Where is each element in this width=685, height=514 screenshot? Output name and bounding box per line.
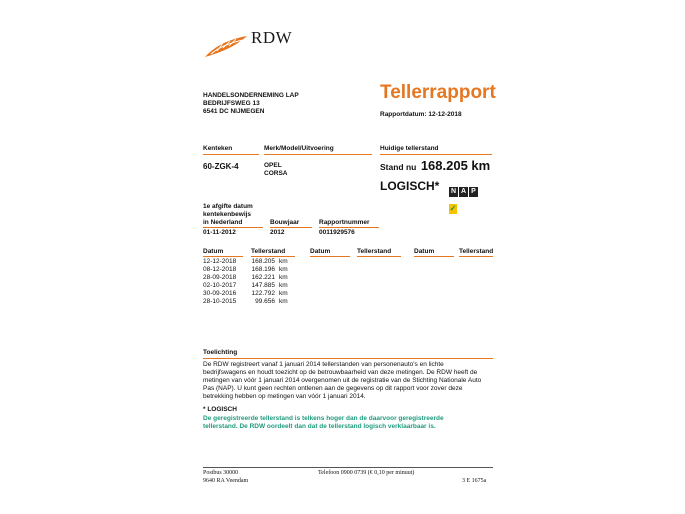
merk: OPEL xyxy=(264,162,282,169)
footer-telefoon: Telefoon 0900 0739 (€ 0,10 per minuut) xyxy=(318,470,415,476)
table-row xyxy=(203,266,293,274)
row-value: 162.221 xyxy=(251,274,275,281)
divider xyxy=(310,256,350,257)
company-street: BEDRIJFSWEG 13 xyxy=(203,100,260,107)
divider xyxy=(203,154,259,155)
row-unit: km xyxy=(279,298,288,305)
report-date: Rapportdatum: 12-12-2018 xyxy=(380,111,462,118)
divider xyxy=(251,256,295,257)
divider xyxy=(414,256,454,257)
model: CORSA xyxy=(264,170,288,177)
row-date: 28-09-2018 xyxy=(203,274,237,281)
table-header-datum: Datum xyxy=(203,248,224,255)
nap-letter: P xyxy=(469,187,478,197)
toelichting-text xyxy=(203,361,503,401)
first-issue-label-line: in Nederland xyxy=(203,219,243,226)
row-unit: km xyxy=(279,266,288,273)
table-row xyxy=(203,290,293,298)
logisch-line: De geregistreerde tellerstand is telkens hoger dan de daarvoor geregistreerde xyxy=(203,415,444,422)
odometer-table xyxy=(203,258,293,306)
row-unit: km xyxy=(279,290,288,297)
company-name: HANDELSONDERNEMING LAP xyxy=(203,92,299,99)
row-value: 168.196 xyxy=(251,266,275,273)
footer-divider xyxy=(203,467,493,468)
row-date: 08-12-2018 xyxy=(203,266,237,273)
row-value: 147.885 xyxy=(251,282,275,289)
table-header-datum: Datum xyxy=(310,248,331,255)
divider xyxy=(357,256,401,257)
first-issue-label-line: 1e afgifte datum xyxy=(203,203,253,210)
table-header-tellerstand: Tellerstand xyxy=(251,248,286,255)
toelichting-line: metingen van vóór 1 januari 2014 overgenomen uit de registratie van de Stichting Nationale Auto xyxy=(203,377,482,384)
huidige-tellerstand-label: Huidige tellerstand xyxy=(380,145,439,152)
checkmark-icon: ✓ xyxy=(449,204,457,213)
company-address xyxy=(203,92,299,116)
row-date: 02-10-2017 xyxy=(203,282,237,289)
divider xyxy=(459,256,493,257)
logisch-explanation xyxy=(203,415,503,431)
first-issue-label-line: kentekenbewijs xyxy=(203,211,252,218)
toelichting-line: bedrijfswagens en houdt toezicht op de betrouwbaarheid van deze metingen. De RDW heeft de xyxy=(203,369,478,376)
table-header-tellerstand: Tellerstand xyxy=(459,248,494,255)
toelichting-line: betrekking hebben op metingen van vóór 1 januari 2014. xyxy=(203,393,366,400)
logisch-heading: * LOGISCH xyxy=(203,406,237,413)
first-issue-date: 01-11-2012 xyxy=(203,229,236,236)
rdw-logo-icon xyxy=(203,34,249,58)
page-title: Tellerrapport xyxy=(380,82,496,103)
stand-value: 168.205 km xyxy=(420,158,491,173)
table-row xyxy=(203,298,293,306)
footer-code: 3 E 1675a xyxy=(462,478,487,484)
row-date: 30-09-2016 xyxy=(203,290,237,297)
row-value: 99.656 xyxy=(255,298,275,305)
footer-postbus: Postbus 30000 xyxy=(203,470,239,476)
divider xyxy=(203,256,243,257)
divider xyxy=(319,227,379,228)
divider xyxy=(203,227,263,228)
footer-city: 9640 RA Veendam xyxy=(203,478,249,484)
footer-address xyxy=(203,469,248,485)
row-unit: km xyxy=(279,274,288,281)
divider xyxy=(380,154,492,155)
merk-label: Merk/Model/Uitvoering xyxy=(264,145,334,152)
table-row xyxy=(203,282,293,290)
toelichting-line: Pas (NAP). U kunt geen rechten ontlenen aan de gegevens op dit rapport voor zover deze xyxy=(203,385,463,392)
bouwjaar-value: 2012 xyxy=(270,229,285,236)
nap-letter: A xyxy=(460,188,467,195)
table-header-datum: Datum xyxy=(414,248,435,255)
logo-text: RDW xyxy=(251,28,293,47)
logisch-status: LOGISCH* xyxy=(380,179,440,193)
logisch-line: tellerstand. De RDW oordeelt dan dat de tellerstand logisch verklaarbaar is. xyxy=(203,423,436,430)
divider xyxy=(264,154,372,155)
kenteken-value: 60-ZGK-4 xyxy=(203,162,239,171)
row-date: 12-12-2018 xyxy=(203,258,237,265)
rapportnummer-value: 0011929576 xyxy=(319,229,355,236)
row-date: 28-10-2015 xyxy=(203,298,237,305)
row-value: 168.205 xyxy=(251,258,275,265)
toelichting-line: De RDW registreert vanaf 1 januari 2014 tellerstanden van personenauto's en lichte xyxy=(203,361,444,368)
row-unit: km xyxy=(279,282,288,289)
divider xyxy=(203,358,493,359)
merk-value xyxy=(264,162,287,178)
table-header-tellerstand: Tellerstand xyxy=(357,248,392,255)
divider xyxy=(270,227,312,228)
nap-letter: N xyxy=(450,188,457,195)
bouwjaar-label: Bouwjaar xyxy=(270,219,300,226)
row-unit: km xyxy=(279,258,288,265)
table-row xyxy=(203,258,293,266)
stand-prefix: Stand nu xyxy=(380,162,417,172)
table-row xyxy=(203,274,293,282)
toelichting-heading: Toelichting xyxy=(203,349,238,356)
row-value: 122.792 xyxy=(251,290,275,297)
kenteken-label: Kenteken xyxy=(203,145,233,152)
nap-logo xyxy=(449,180,485,213)
company-city: 6541 DC NIJMEGEN xyxy=(203,108,265,115)
rapportnummer-label: Rapportnummer xyxy=(319,219,370,226)
first-issue-label xyxy=(203,203,253,227)
stand-nu xyxy=(380,157,490,175)
